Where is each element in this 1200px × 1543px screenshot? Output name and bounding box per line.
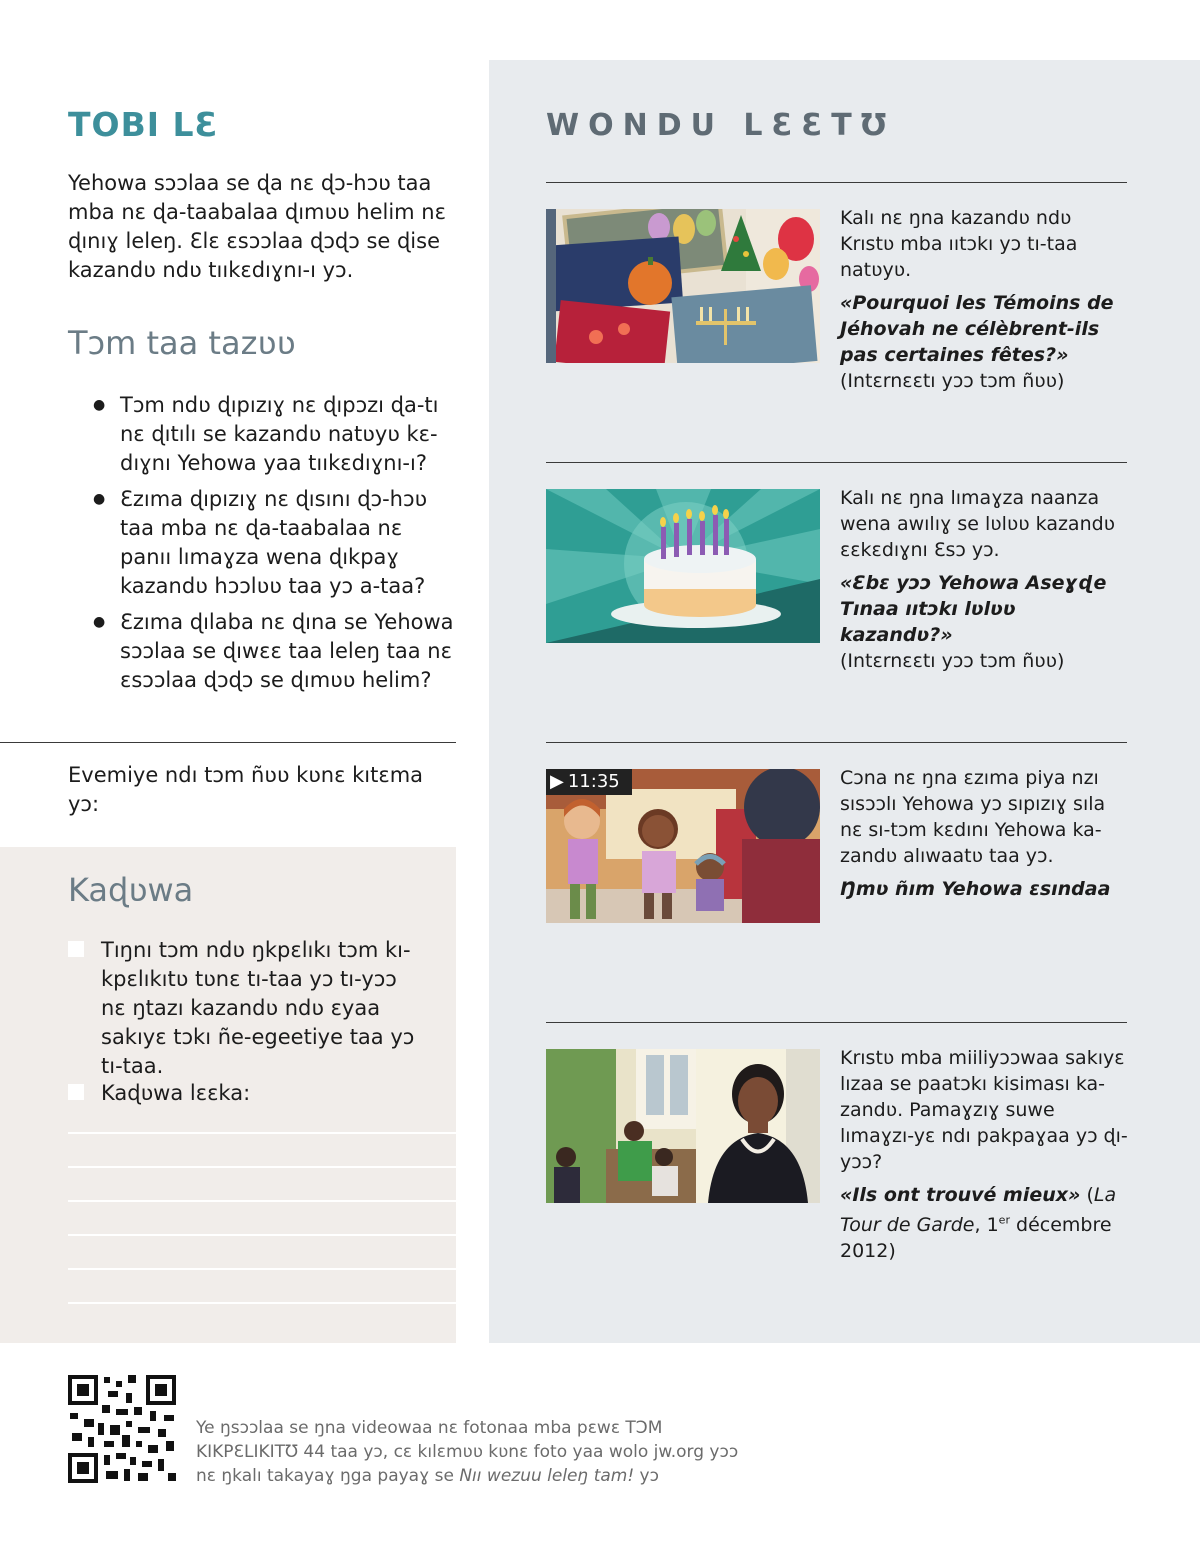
qr-code-icon bbox=[68, 1375, 176, 1483]
note-line[interactable] bbox=[68, 1302, 456, 1304]
todo-item-label: Tıŋnı tɔm ndʋ ŋkpɛlıkı tɔm kı-kpɛlıkıtʋ tʋnɛ tı-taa yɔ tı-yɔɔ nɛ ŋtazı kazandʋ ndʋ ɛyaa sakıyɛ tɔkı ñe-egeetiye taa yɔ tı-taa. bbox=[101, 938, 415, 1078]
video-duration-badge bbox=[546, 769, 632, 795]
todo-item-label: Kaɖʋwa lɛɛka: bbox=[101, 1081, 251, 1105]
resource-title[interactable]: «Ɛbɛ yɔɔ Yehowa Aseɣɖe Tınaa ııtɔkı lʋlʋʋ kazandʋ?» bbox=[840, 572, 1107, 646]
video-thumbnail[interactable] bbox=[546, 769, 820, 923]
resource-title[interactable]: «Pourquoi les Témoins de Jéhovah ne célèbrent-ils pas certaines fêtes?» bbox=[840, 292, 1114, 366]
resource-description: Kalı nɛ ŋna lımaɣza naanza wena awılıɣ se lʋlʋʋ kazandʋ ɛɛkɛdıɣnı Ɛsɔ yɔ. bbox=[840, 487, 1116, 561]
checkbox[interactable] bbox=[68, 1084, 84, 1100]
play-icon: ▶ bbox=[550, 771, 564, 792]
note-line[interactable] bbox=[68, 1166, 456, 1168]
divider bbox=[546, 1022, 1127, 1023]
divider bbox=[546, 182, 1127, 183]
resource-item bbox=[840, 205, 1130, 394]
discussion-list bbox=[93, 391, 455, 702]
list-item: ● Ɛzıma ɖıpızıɣ nɛ ɖısını ɖɔ-hɔʋ taa mba nɛ ɖa-taabalaa nɛ panıı lımaɣza wena ɖıkpaɣ kazandʋ hɔɔlʋʋ taa yɔ a-taa? bbox=[93, 485, 455, 601]
divider bbox=[546, 742, 1127, 743]
qr-code[interactable] bbox=[68, 1375, 176, 1483]
resources-heading: WONDU LƐƐTƱ bbox=[546, 108, 896, 143]
resource-item bbox=[840, 765, 1130, 902]
divider bbox=[546, 462, 1127, 463]
resource-link[interactable] bbox=[840, 1182, 1130, 1264]
todo-heading: Kaɖʋwa bbox=[68, 871, 194, 909]
family-photo-illustration bbox=[546, 1049, 820, 1203]
resource-source: (Intɛrnɛɛtı yɔɔ tɔm ñʋʋ) bbox=[840, 370, 1065, 392]
note-line[interactable] bbox=[68, 1234, 456, 1236]
checkbox[interactable] bbox=[68, 941, 84, 957]
intro-paragraph: Yehowa sɔɔlaa se ɖa nɛ ɖɔ-hɔʋ taa mba nɛ ɖa-taabalaa ɖımʋʋ helim nɛ ɖınıɣ leleŋ. Ɛlɛ ɛsɔɔlaa ɖɔɖɔ se ɖise kazandʋ ndʋ tııkɛdıɣnı-ı yɔ. bbox=[68, 171, 446, 282]
divider bbox=[0, 742, 456, 743]
holiday-cards-image[interactable] bbox=[546, 209, 820, 363]
resource-title[interactable]: «Ils ont trouvé mieux» bbox=[840, 1184, 1081, 1206]
summary-question: Evemiye ndı tɔm ñʋʋ kʋnɛ kıtɛma yɔ: bbox=[68, 763, 424, 816]
resource-title[interactable]: Ŋmʋ ñım Yehowa ɛsındaa bbox=[840, 878, 1111, 900]
todo-item[interactable] bbox=[68, 936, 428, 1081]
note-line[interactable] bbox=[68, 1200, 456, 1202]
resource-item bbox=[840, 1045, 1130, 1264]
resource-item bbox=[840, 485, 1130, 674]
note-line[interactable] bbox=[68, 1268, 456, 1270]
section-heading: TOBI LƐ bbox=[68, 105, 219, 144]
resource-source: (La Tour de Garde, 1er décembre 2012) bbox=[840, 1184, 1117, 1263]
woman-portrait-image[interactable] bbox=[546, 1049, 820, 1203]
discussion-heading: Tɔm taa tazʋʋ bbox=[68, 324, 296, 362]
holiday-cards-illustration bbox=[546, 209, 820, 363]
video-duration: 11:35 bbox=[567, 771, 620, 792]
resource-link[interactable] bbox=[840, 290, 1130, 394]
footer-note: Ye ŋsɔɔlaa se ŋna videowaa nɛ fotonaa mba pɛwɛ TƆM KIKPƐLIKITƱ 44 taa yɔ, cɛ kılɛmʋʋ kʋnɛ foto yaa wolo jw.org yɔɔ nɛ ŋkalı takayaɣ ŋga payaɣ se Nıı wezuu leleŋ tam! yɔ bbox=[196, 1418, 739, 1486]
note-line[interactable] bbox=[68, 1132, 456, 1134]
resource-description: Krıstʋ mba miiliyɔɔwaa sakıyɛ lızaa se paatɔkı kisiması ka-zandʋ. Pamaɣzıɣ suwe lımaɣzı-yɛ ndı pakpaɣaa yɔ ɖı-yɔɔ? bbox=[840, 1047, 1128, 1173]
birthday-cake-image[interactable] bbox=[546, 489, 820, 643]
todo-item[interactable] bbox=[68, 1079, 428, 1108]
list-item: ● Tɔm ndʋ ɖıpızıɣ nɛ ɖıpɔzı ɖa-tı nɛ ɖıtılı se kazandʋ natʋyʋ kɛ-dıɣnı Yehowa yaa tııkɛdıɣnı-ı? bbox=[93, 391, 455, 478]
resource-source: (Intɛrnɛɛtı yɔɔ tɔm ñʋʋ) bbox=[840, 650, 1065, 672]
resource-description: Cɔna nɛ ŋna ɛzıma piya nzı sısɔɔlı Yehowa yɔ sıpızıɣ sıla nɛ sı-tɔm kɛdını Yehowa ka-zandʋ alıwaatʋ taa yɔ. bbox=[840, 767, 1106, 867]
resource-description: Kalı nɛ ŋna kazandʋ ndʋ Krıstʋ mba ııtɔkı yɔ tı-taa natʋyʋ. bbox=[840, 207, 1078, 281]
list-item: ● Ɛzıma ɖılaba nɛ ɖına se Yehowa sɔɔlaa se ɖıwɛɛ taa leleŋ taa nɛ ɛsɔɔlaa ɖɔɖɔ se ɖımʋʋ helim? bbox=[93, 608, 455, 695]
birthday-cake-illustration bbox=[546, 489, 820, 643]
resource-link[interactable] bbox=[840, 570, 1130, 674]
